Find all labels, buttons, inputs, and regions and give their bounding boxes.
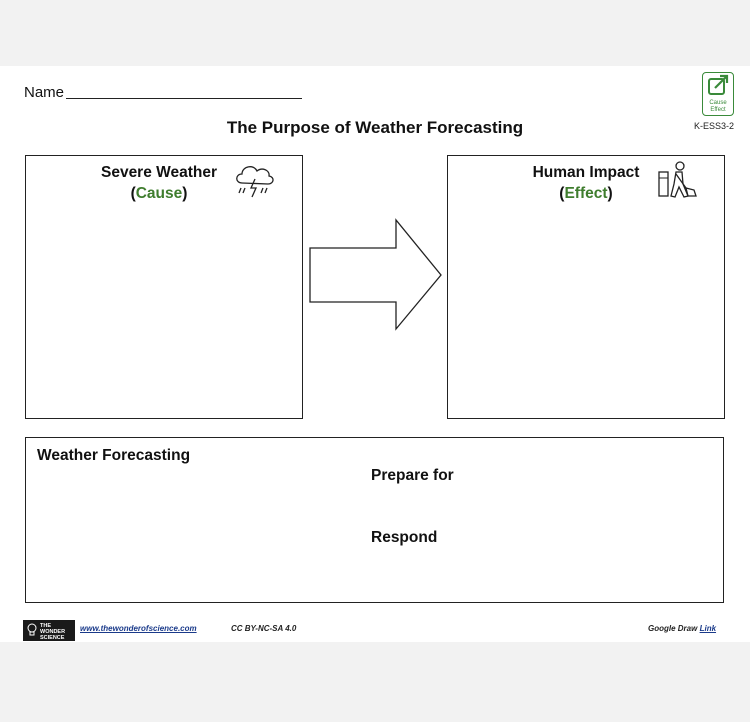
name-input-line[interactable] <box>66 98 302 99</box>
badge-text-effect: Effect <box>710 107 726 113</box>
license-text: CC BY-NC-SA 4.0 <box>231 624 297 633</box>
forecasting-box[interactable] <box>25 437 724 603</box>
cause-heading <box>84 162 234 204</box>
google-draw-link[interactable]: Link <box>699 624 717 633</box>
effect-title: Human Impact <box>532 164 640 181</box>
lightbulb-icon <box>26 623 38 637</box>
respond-label: Respond <box>371 529 438 546</box>
forecasting-title: Weather Forecasting <box>37 447 191 464</box>
wonder-of-science-logo: THE WONDER SCIENCE <box>23 620 75 641</box>
cause-label: (Cause) <box>130 185 188 202</box>
effect-heading <box>511 162 661 204</box>
effect-box[interactable] <box>447 155 725 419</box>
cause-box[interactable] <box>25 155 303 419</box>
worksheet <box>0 66 750 642</box>
website-link[interactable]: www.thewonderofscience.com <box>80 624 197 633</box>
effect-word: Effect <box>564 185 608 202</box>
person-shoveling-icon <box>656 160 700 202</box>
cause-title: Severe Weather <box>100 164 218 181</box>
google-draw-footer <box>648 624 716 633</box>
external-link-icon <box>703 74 732 98</box>
prepare-label: Prepare for <box>371 467 454 484</box>
name-label: Name <box>24 84 65 101</box>
google-draw-label: Google Draw <box>648 624 698 633</box>
badge-text-cause: Cause <box>709 100 727 106</box>
cause-word: Cause <box>135 185 183 202</box>
effect-label: (Effect) <box>559 185 613 202</box>
cause-to-effect-arrow <box>308 218 444 332</box>
cause-effect-badge <box>702 72 734 116</box>
page-title: The Purpose of Weather Forecasting <box>226 118 524 137</box>
thunderstorm-icon <box>232 161 276 201</box>
standard-code: K-ESS3-2 <box>694 121 735 131</box>
